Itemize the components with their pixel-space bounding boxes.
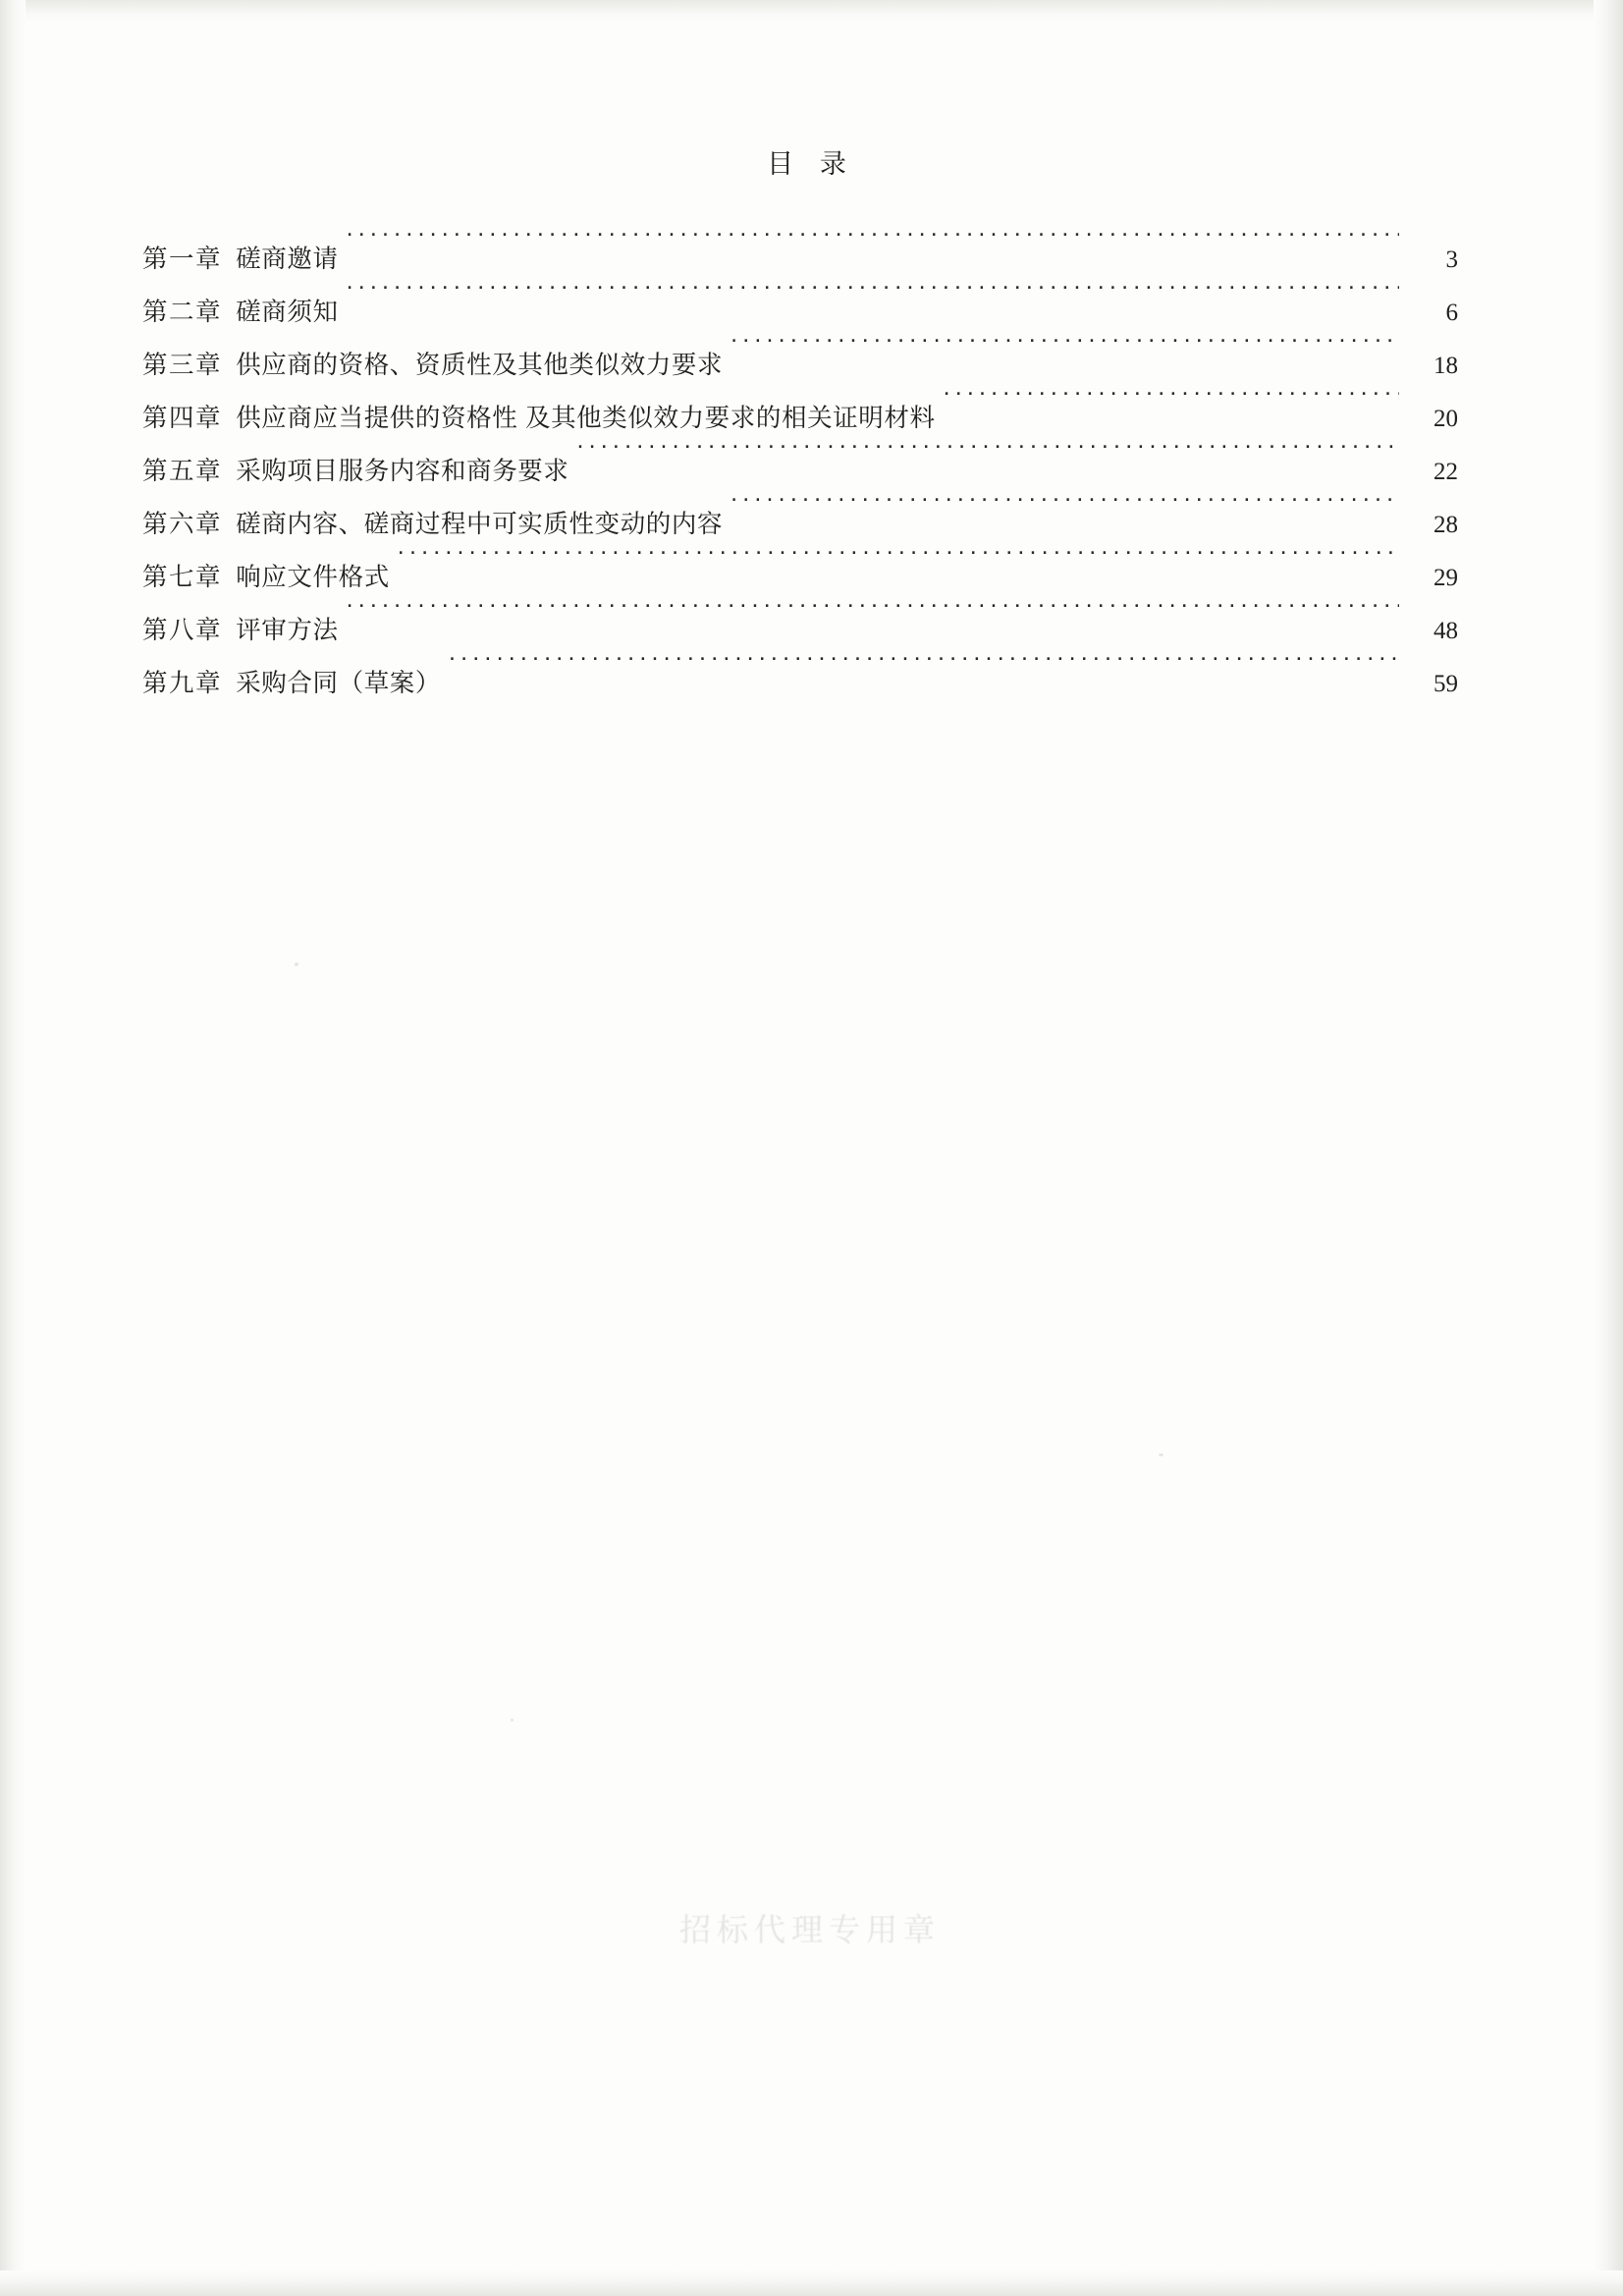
toc-entry-gap [222,498,236,551]
toc-entry-gap [222,286,236,339]
toc-entry-gap [222,392,236,445]
toc-entry-gap [222,551,236,604]
toc-entry-chapter: 第二章 [142,299,223,326]
watermark-smudge: 招标代理专用章 [678,1912,941,1947]
toc-entry-page-number: 6 [1445,300,1458,326]
toc-entry-gap [222,657,236,710]
toc-entry-label: 采购项目服务内容和商务要求 [236,458,569,485]
toc-entry-chapter: 第八章 [142,617,223,644]
toc-entry-page-number: 28 [1434,512,1458,538]
toc-leader-dots [347,267,1399,320]
toc-entry-page-number: 22 [1434,459,1458,485]
toc-entry-chapter: 第九章 [142,670,223,697]
toc-entry-label: 供应商应当提供的资格性 及其他类似效力要求的相关证明材料 [236,405,936,432]
toc-leader-dots [577,426,1400,479]
toc-leader-dots [398,532,1399,585]
toc-entry-gap [222,604,236,657]
toc-entry-chapter: 第四章 [142,405,223,432]
toc-entry-gap [222,339,236,392]
toc-entry-label: 采购合同（草案） [236,670,441,697]
scan-speck [1159,1453,1163,1456]
toc-entry-page-number: 20 [1434,406,1458,432]
toc-entry-chapter: 第七章 [142,564,223,591]
toc-entry-label: 磋商内容、磋商过程中可实质性变动的内容 [236,511,724,538]
toc-entry-label: 响应文件格式 [236,564,390,591]
toc-leader-dots [944,373,1399,426]
toc-entry-chapter: 第一章 [142,246,223,273]
toc-entry-gap [222,445,236,498]
toc-entry[interactable] [142,638,1458,697]
scan-speck [295,962,298,966]
toc-entry-label: 磋商须知 [236,299,339,326]
toc-leader-dots [449,638,1399,691]
toc-entry-label: 供应商的资格、资质性及其他类似效力要求 [236,352,724,379]
toc-entry-page-number: 18 [1434,353,1458,379]
toc-entry[interactable] [142,267,1458,326]
toc-leader-dots [730,479,1399,532]
toc-entry-page-number: 3 [1445,246,1458,273]
page-title: 目 录 [767,149,856,179]
toc-entry[interactable] [142,320,1458,379]
toc-entry-chapter: 第六章 [142,511,223,538]
toc-entry-page-number: 29 [1434,565,1458,591]
scan-speck [511,1719,514,1722]
toc-entry-page-number: 59 [1434,671,1458,697]
toc-entry-chapter: 第五章 [142,458,223,485]
toc-leader-dots [347,214,1399,267]
toc-entry-label: 磋商邀请 [236,246,339,273]
table-of-contents [142,214,1458,697]
toc-entry-gap [222,233,236,286]
toc-entry[interactable] [142,214,1458,273]
toc-entry-page-number: 48 [1434,618,1458,644]
toc-leader-dots [730,320,1399,373]
toc-entry-label: 评审方法 [236,617,339,644]
toc-leader-dots [347,585,1399,638]
toc-entry-chapter: 第三章 [142,352,223,379]
